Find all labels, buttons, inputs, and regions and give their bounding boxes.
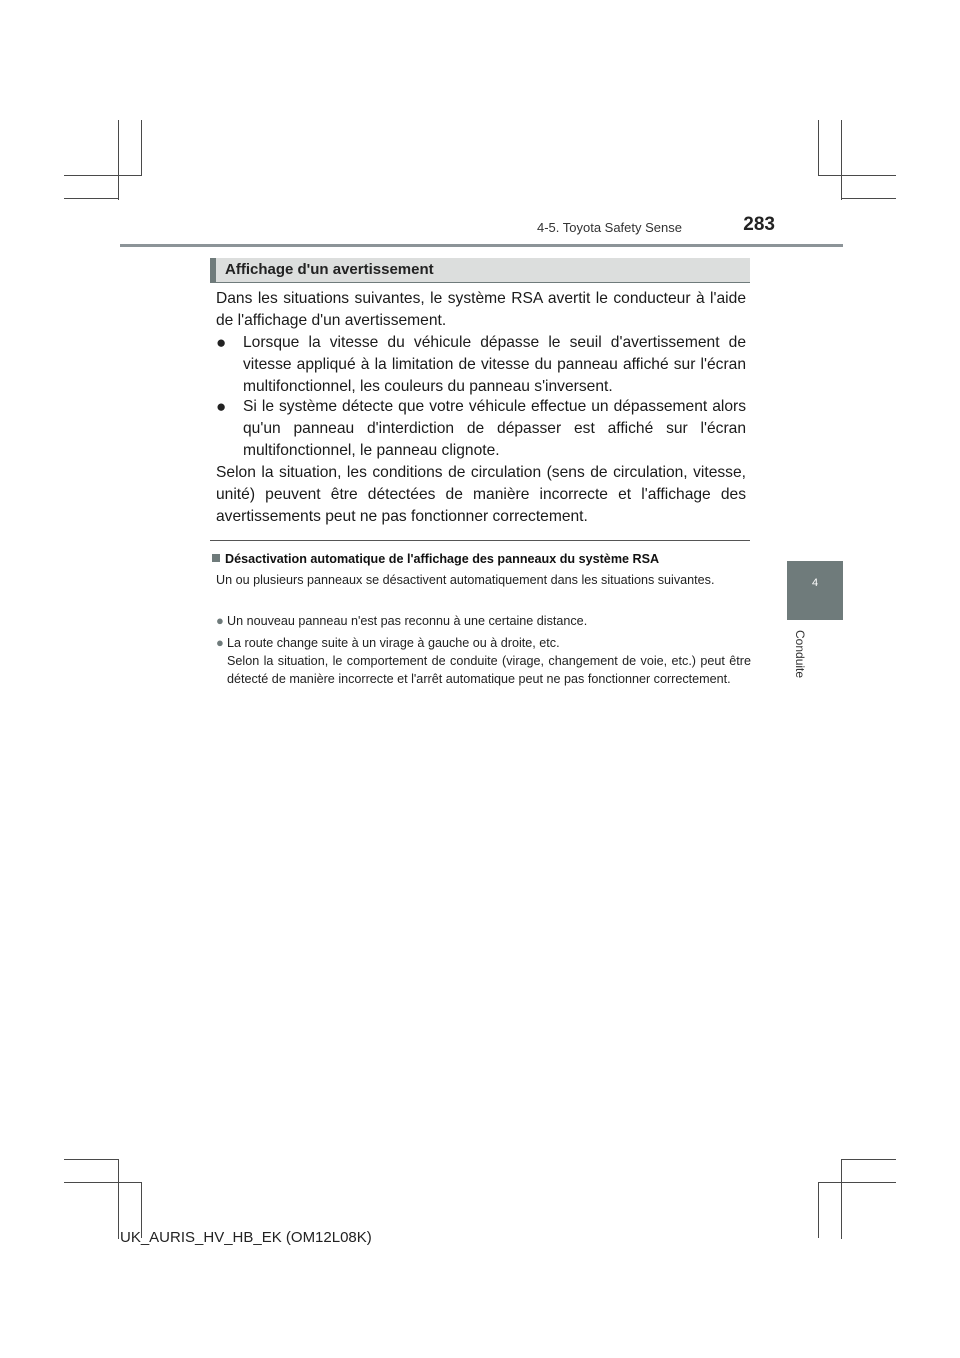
chapter-tab [787,561,843,620]
list-item-text: Si le système détecte que votre véhicule effectue un dépassement alors qu'un panneau d'interdiction de dépasser est affiché sur l'écran multifonctionnel, le panneau clignote. [243,398,746,459]
crop-mark [118,120,119,200]
crop-mark [141,120,142,176]
document-code: UK_AURIS_HV_HB_EK (OM12L08K) [120,1229,372,1246]
subsection-title-text: Désactivation automatique de l'affichage des panneaux du système RSA [225,552,660,566]
crop-mark [64,1182,142,1183]
crop-mark [841,1159,896,1160]
section-divider [210,540,750,541]
list-item [216,612,751,630]
crop-mark [64,198,119,199]
section-title: Affichage d'un avertissement [210,258,750,282]
bullet-icon: ● [216,333,227,352]
intro-paragraph: Dans les situations suivantes, le système RSA avertit le conducteur à l'aide de l'affichage d'un avertissement. [216,290,746,329]
crop-mark [841,120,842,200]
list-item-text: La route change suite à un virage à gauche ou à droite, etc. [227,636,560,650]
list-item [216,396,746,462]
list-item [216,332,746,398]
page-number: 283 [743,214,775,235]
bullet-icon: ● [216,635,224,650]
chapter-number: 4 [811,577,819,589]
subsection-continuation: Selon la situation, le comportement de conduite (virage, changement de voie, etc.) peut être détecté de manière incorrecte et l'arrêt automatique peut ne pas fonctionner correctement. [227,654,751,686]
chapter-label: Conduite [793,630,807,679]
crop-mark [818,1182,896,1183]
section-title-rule [210,282,750,283]
subsection-intro: Un ou plusieurs panneaux se désactivent automatiquement dans les situations suivantes. [216,573,715,587]
crop-mark [818,120,819,176]
header-rule [120,244,843,247]
list-item [216,634,751,652]
list-item-text: Un nouveau panneau n'est pas reconnu à une certaine distance. [227,614,588,628]
square-bullet-icon [212,554,220,562]
note-paragraph: Selon la situation, les conditions de circulation (sens de circulation, vitesse, unité) peuvent être détectées de manière incorrecte et l'affichage des avertissements peut ne pas fonctionner correctement. [216,464,746,525]
bullet-icon: ● [216,397,227,416]
crop-mark [841,1159,842,1239]
crop-mark [841,198,896,199]
crop-mark [64,175,142,176]
subsection-title [212,550,752,568]
crop-mark [118,1159,119,1239]
crop-mark [64,1159,119,1160]
bullet-icon: ● [216,613,224,628]
crop-mark [818,1182,819,1238]
crop-mark [818,175,896,176]
running-header: 4-5. Toyota Safety Sense [536,220,682,235]
list-item-text: Lorsque la vitesse du véhicule dépasse le seuil d'avertissement de vitesse appliqué à la limitation de vitesse du panneau affiché sur l'écran multifonctionnel, les couleurs du panneau s'inversent. [243,334,746,395]
